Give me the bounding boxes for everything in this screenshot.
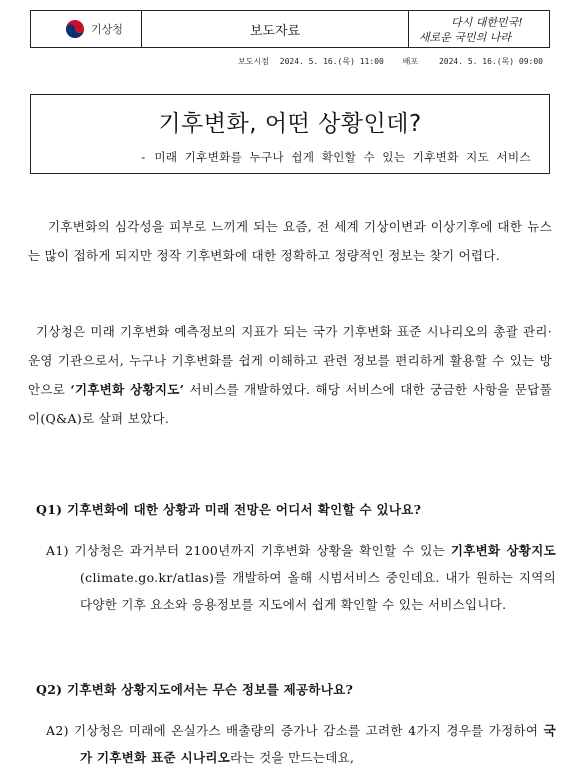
embargo-release-time: 2024. 5. 16.(목) 11:00 (279, 57, 384, 66)
answer-1 (46, 537, 556, 618)
embargo-dist-time: 2024. 5. 16.(목) 09:00 (438, 57, 543, 66)
slogan-handwriting (409, 11, 549, 47)
doc-type: 보도자료 (141, 11, 409, 47)
paragraph-2-text-b: 서비스를 개발하였다. 해당 서비스에 대한 궁금한 사항을 문답풀이(Q&A)로 살펴 보았다. (28, 382, 552, 426)
paragraph-2-text-a: 기상청은 미래 기후변화 예측정보의 지표가 되는 국가 기후변화 표준 시나리오의 총괄 관리·운영 기관으로서, 누구나 기후변화를 쉽게 이해하고 관련 정보를 편리하게 활용할 수 있는 방안으로 (28, 324, 552, 397)
answer-2-bold: 국가 기후변화 표준 시나리오 (80, 723, 556, 765)
sub-title: - 미래 기후변화를 누구나 쉽게 확인할 수 있는 기후변화 지도 서비스 (139, 150, 531, 164)
answer-1-bold: 기후변화 상황지도 (450, 543, 556, 558)
taegeuk-logo-icon (65, 19, 85, 39)
answer-2-text-a: A2) 기상청은 미래에 온실가스 배출량의 증가나 감소를 고려한 4가지 경우를 가정하여 (46, 723, 544, 738)
question-1: Q1) 기후변화에 대한 상황과 미래 전망은 어디서 확인할 수 있나요? (36, 502, 422, 517)
slogan-line2: 새로운 국민의 나라 (419, 31, 512, 44)
answer-1-text-b: (climate.go.kr/atlas)를 개발하여 올해 시범서비스 중인데요. 내가 원하는 지역의 다양한 기후 요소와 응용정보를 지도에서 쉽게 확인할 수 있는 서비스입니다. (80, 570, 556, 612)
embargo-info (238, 56, 549, 67)
main-title: 기후변화, 어떤 상황인데? (158, 111, 422, 137)
agency-name: 기상청 (91, 23, 123, 36)
answer-2-text-b: 라는 것을 만드는데요, (230, 750, 355, 765)
paragraph-2 (28, 317, 552, 433)
slogan-line1: 다시 대한민국! (451, 16, 523, 29)
agency-logo (31, 11, 141, 47)
title-box (30, 94, 550, 174)
embargo-dist-label: 배포 (402, 57, 419, 66)
question-2: Q2) 기후변화 상황지도에서는 무슨 정보를 제공하나요? (36, 682, 354, 697)
answer-2 (46, 717, 556, 771)
paragraph-1: 기후변화의 심각성을 피부로 느끼게 되는 요즘, 전 세계 기상이변과 이상기후에 대한 뉴스는 많이 접하게 되지만 정작 기후변화에 대한 정확하고 정량적인 정보는 찾기 어렵다. (28, 219, 552, 263)
answer-1-text-a: A1) 기상청은 과거부터 2100년까지 기후변화 상황을 확인할 수 있는 (46, 543, 451, 558)
press-header (30, 10, 550, 48)
slogan-image-icon (413, 12, 545, 46)
paragraph-2-bold: ‘기후변화 상황지도’ (70, 382, 185, 397)
embargo-label: 보도시점 (238, 57, 269, 66)
